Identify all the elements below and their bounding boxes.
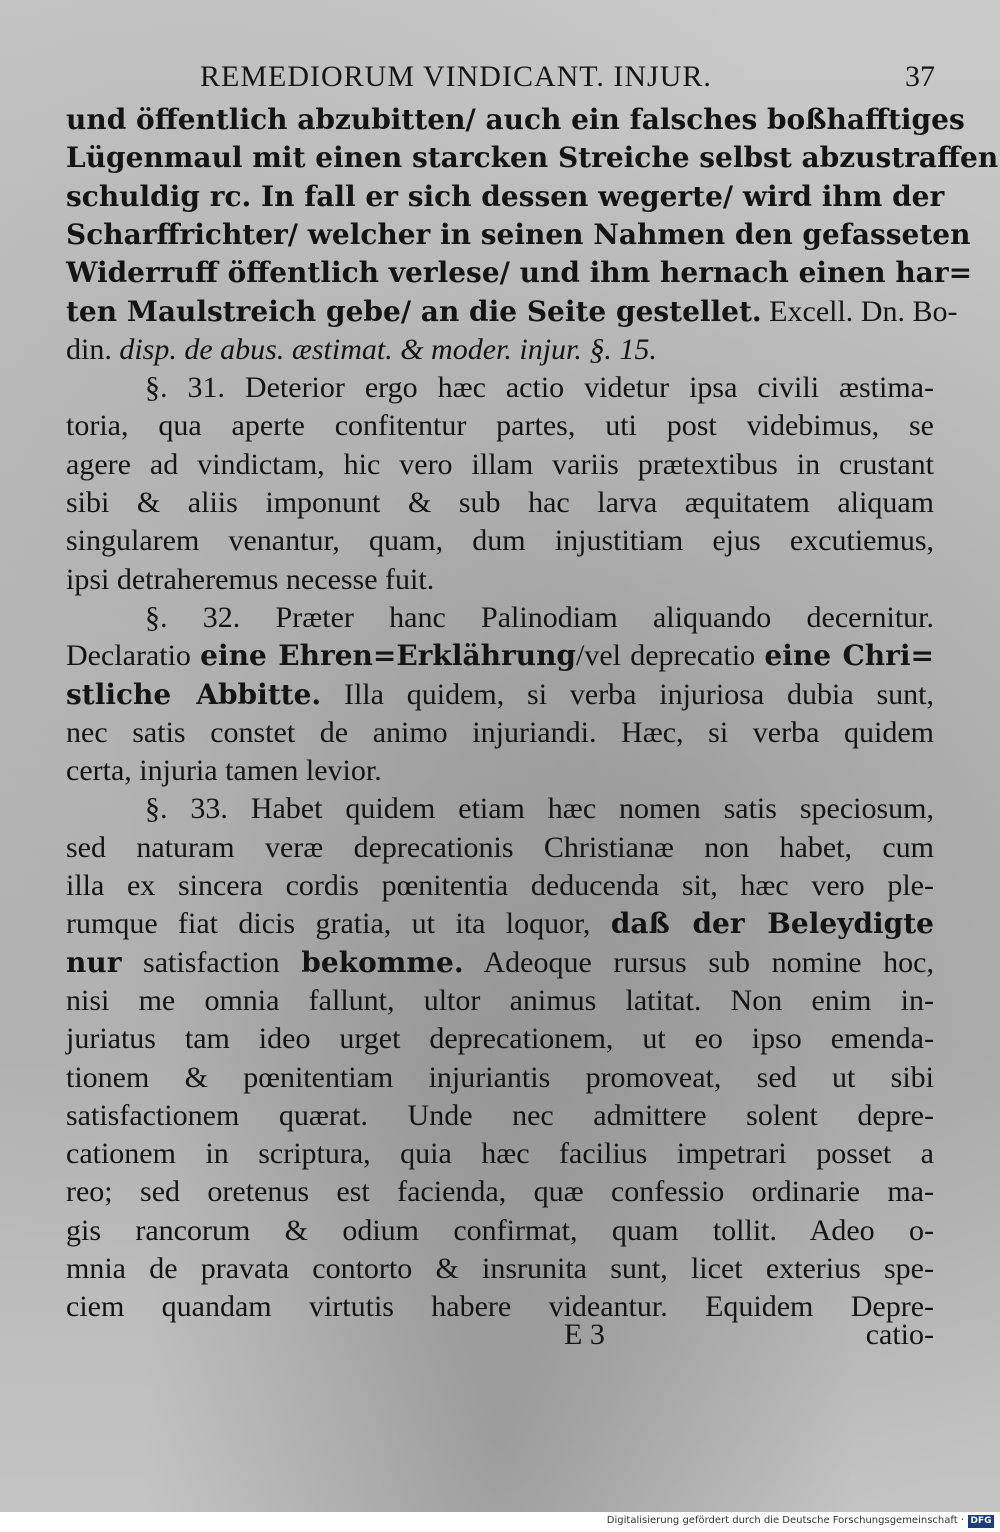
text-line (66, 713, 934, 753)
text-segment: schuldig rc. In fall er sich dessen wegerte/ wird ihm der (66, 180, 945, 213)
text-line (66, 1287, 934, 1327)
text-segment: din. (66, 333, 120, 366)
text-segment: Illa quidem, si verba injuriosa dubia sunt, (321, 678, 934, 711)
text-line (66, 100, 965, 140)
text-segment: daß der Beleydigte (610, 907, 934, 940)
text-line (66, 215, 971, 255)
text-line (145, 598, 934, 638)
text-segment: mnia de pravata contorto & insrunita sunt, licet exterius spe- (66, 1252, 934, 1285)
text-line (66, 866, 934, 906)
text-line (66, 292, 958, 332)
text-segment: nur (66, 946, 122, 979)
text-segment: §. 33. Habet quidem etiam hæc nomen satis speciosum, (145, 792, 934, 825)
text-line (66, 981, 934, 1021)
text-line (66, 1134, 934, 1174)
text-segment: und öffentlich abzubitten/ auch ein falsches boßhafftiges (66, 103, 965, 136)
text-line (66, 406, 934, 446)
text-segment: bekomme. (301, 946, 464, 979)
text-line (66, 751, 934, 791)
text-segment: Declaratio (66, 639, 201, 672)
text-segment: ten Maulstreich gebe/ an die Seite gestellet. (66, 295, 762, 328)
text-line (66, 521, 934, 561)
text-line (66, 1249, 934, 1289)
text-segment: Scharffrichter/ welcher in seinen Nahmen den gefasseten (66, 218, 971, 251)
text-segment: Adeoque rursus sub nomine hoc, (463, 946, 934, 979)
text-segment: ipsi detraheremus necesse fuit. (66, 563, 435, 596)
text-line (66, 330, 934, 370)
text-line (66, 445, 934, 485)
text-segment: toria, qua aperte confitentur partes, uti post videbimus, se (66, 409, 934, 442)
text-line (66, 1019, 934, 1059)
text-segment: singularem venantur, quam, dum injustitiam ejus excutiemus, (66, 524, 934, 557)
digitization-credit-bar (0, 1512, 1000, 1532)
text-segment: Lügenmaul mit einen starcken Streiche selbst abzustraffen (66, 141, 999, 174)
text-segment: certa, injuria tamen levior. (66, 754, 382, 787)
text-line (66, 943, 934, 983)
text-line (145, 789, 934, 829)
running-title: REMEDIORUM VINDICANT. INJUR. (200, 60, 712, 93)
text-line (66, 138, 999, 178)
text-segment: juriatus tam ideo urget deprecationem, ut eo ipso emenda- (66, 1022, 934, 1055)
text-segment: illa ex sincera cordis pœnitentia deducenda sit, hæc vero ple- (66, 869, 934, 902)
text-line (66, 904, 934, 944)
page-number: 37 (905, 60, 935, 93)
text-segment: agere ad vindictam, hic vero illam variis prætextibus in crustant (66, 448, 934, 481)
text-line (66, 1058, 934, 1098)
text-segment: tionem & pœnitentiam injuriantis promoveat, sed ut sibi (66, 1061, 934, 1094)
text-segment: /vel deprecatio (576, 639, 765, 672)
text-segment: gis rancorum & odium confirmat, quam tollit. Adeo o- (66, 1214, 934, 1247)
page-header (200, 60, 935, 100)
text-segment: satisfactionem quærat. Unde nec admittere solent depre- (66, 1099, 934, 1132)
text-segment: satisfaction (121, 946, 302, 979)
text-segment: nec satis constet de animo injuriandi. Hæc, si verba quidem (66, 716, 934, 749)
text-segment: disp. de abus. æstimat. & moder. injur. §. 15. (119, 333, 657, 366)
text-segment: rumque fiat dicis gratia, ut ita loquor, (66, 907, 611, 940)
text-segment: ciem quandam virtutis habere videantur. Equidem Depre- (66, 1290, 934, 1323)
text-line (66, 560, 934, 600)
credit-text: Digitalisierung gefördert durch die Deutsche Forschungsgemeinschaft · (606, 1515, 964, 1526)
text-segment: eine Chri= (764, 639, 934, 672)
catchword: catio- (865, 1318, 934, 1351)
text-segment: sibi & aliis imponunt & sub hac larva æquitatem aliquam (66, 486, 934, 519)
text-segment: stliche Abbitte. (66, 678, 322, 711)
text-segment: nisi me omnia fallunt, ultor animus latitat. Non enim in- (66, 984, 934, 1017)
text-segment: Excell. Dn. Bo- (761, 295, 958, 328)
text-line (66, 636, 934, 676)
dfg-logo: DFG (968, 1515, 994, 1528)
text-line (145, 368, 934, 408)
text-segment: cationem in scriptura, quia hæc facilius impetrari posset a (66, 1137, 934, 1170)
text-segment: reo; sed oretenus est facienda, quæ confessio ordinarie ma- (66, 1175, 934, 1208)
text-line (66, 483, 934, 523)
text-segment: Widerruff öffentlich verlese/ und ihm hernach einen har= (66, 256, 973, 289)
text-segment: sed naturam veræ deprecationis Christianæ non habet, cum (66, 831, 934, 864)
text-line (66, 1096, 934, 1136)
text-line (66, 1211, 934, 1251)
text-line (66, 253, 973, 293)
text-segment: §. 31. Deterior ergo hæc actio videtur ipsa civili æstima- (145, 371, 934, 404)
text-line (66, 828, 934, 868)
text-line (66, 675, 934, 715)
text-segment: §. 32. Præter hanc Palinodiam aliquando decernitur. (145, 601, 934, 634)
signature-mark: E 3 (564, 1318, 605, 1351)
text-line (66, 1172, 934, 1212)
text-segment: eine Ehren=Erklährung (200, 639, 577, 672)
text-line (66, 177, 945, 217)
